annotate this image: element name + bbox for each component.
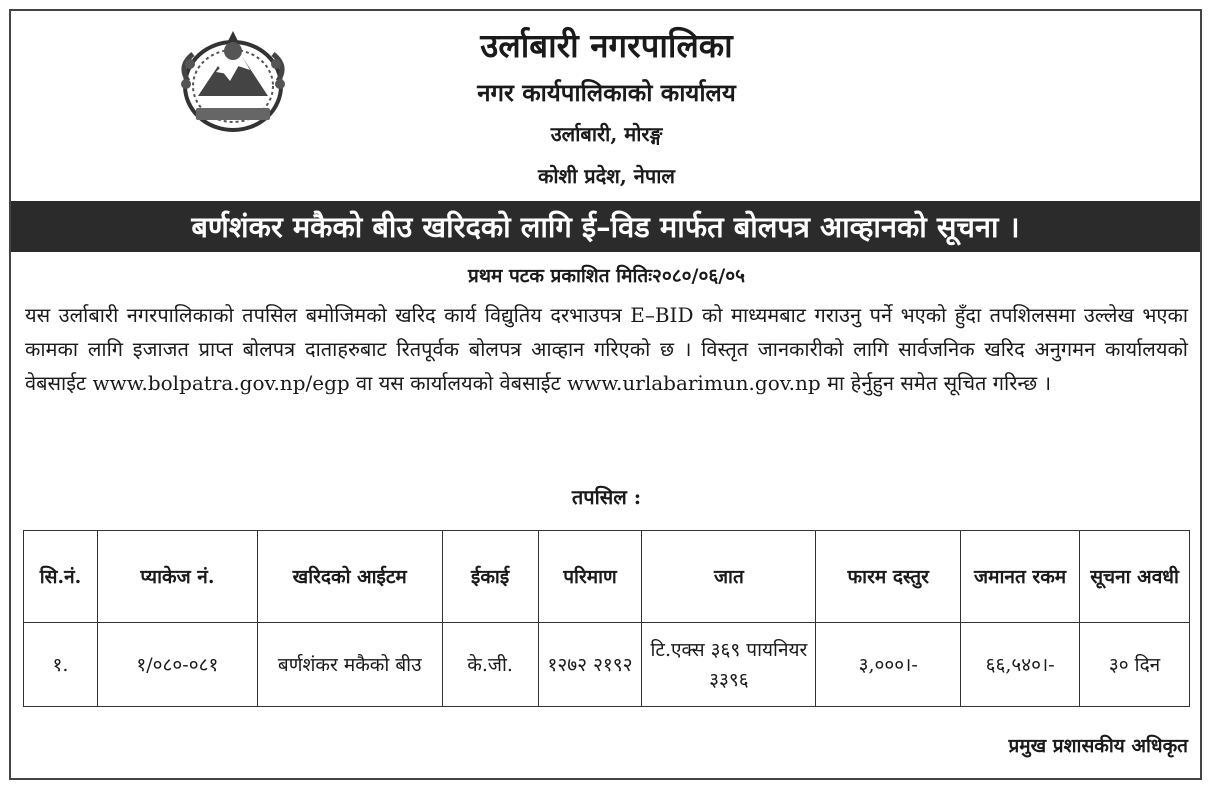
notice-body: यस उर्लाबारी नगरपालिकाको तपसिल बमोजिमको खरिद कार्य विद्युतिय दरभाउपत्र E–BID को माध्यमबाट गराउनु पर्ने भएको हुँदा तपशिलसमा उल्लेख भएका कामका लागि इजाजत प्राप्त बोलपत्र दाताहरुबाट रितपूर्वक बोलपत्र आव्हान गरिएको छ । विस्तृत जानकारीको लागि सार्वजनिक खरिद अनुगमन कार्यालयको वेबसाईट www.bolpatra.gov.np/egp वा यस कार्यालयको वेबसाईट www.urlabarimun.gov.np मा हेर्नुहुन समेत सूचित गरिन्छ । bbox=[25, 303, 1188, 395]
published-date: प्रथम पटक प्रकाशित मितिः२०८०/०६/०५ bbox=[468, 265, 745, 287]
cell-serial: १. bbox=[24, 623, 98, 707]
cell-unit: के.जी. bbox=[442, 623, 538, 707]
signatory: प्रमुख प्रशासकीय अधिकृत bbox=[1008, 735, 1188, 757]
notice-title-banner bbox=[11, 201, 1200, 252]
table-row bbox=[24, 623, 1190, 707]
cell-variety: टि.एक्स ३६९ पायनियर ३३९६ bbox=[642, 623, 816, 707]
col-header-form-fee: फारम दस्तुर bbox=[816, 531, 961, 623]
schedule-label: तपसिल : bbox=[571, 485, 642, 509]
cell-package: १/०८०-०८१ bbox=[97, 623, 257, 707]
org-name: उर्लाबारी नगरपालिका bbox=[480, 26, 733, 65]
office-province: कोशी प्रदेश, नेपाल bbox=[537, 164, 675, 188]
office-location: उर्लाबारी, मोरङ्ग bbox=[550, 122, 663, 146]
col-header-serial: सि.नं. bbox=[24, 531, 98, 623]
cell-form-fee: ३,०००।- bbox=[816, 623, 961, 707]
cell-security-amount: ६६,५४०।- bbox=[961, 623, 1080, 707]
col-header-item: खरिदको आईटम bbox=[257, 531, 442, 623]
col-header-notice-period: सूचना अवधी bbox=[1080, 531, 1190, 623]
col-header-unit: ईकाई bbox=[442, 531, 538, 623]
cell-quantity: १२७२ २१९२ bbox=[538, 623, 642, 707]
col-header-variety: जात bbox=[642, 531, 816, 623]
col-header-quantity: परिमाण bbox=[538, 531, 642, 623]
schedule-table bbox=[23, 530, 1190, 707]
notice-title: बर्णशंकर मकैको बीउ खरिदको लागि ई–विड मार्फत बोलपत्र आव्हानको सूचना । bbox=[191, 210, 1020, 244]
office-name: नगर कार्यपालिकाको कार्यालय bbox=[477, 78, 736, 107]
cell-notice-period: ३० दिन bbox=[1080, 623, 1190, 707]
col-header-security-amount: जमानत रकम bbox=[961, 531, 1080, 623]
table-header-row bbox=[24, 531, 1190, 623]
col-header-package: प्याकेज नं. bbox=[97, 531, 257, 623]
cell-item: बर्णशंकर मकैको बीउ bbox=[257, 623, 442, 707]
